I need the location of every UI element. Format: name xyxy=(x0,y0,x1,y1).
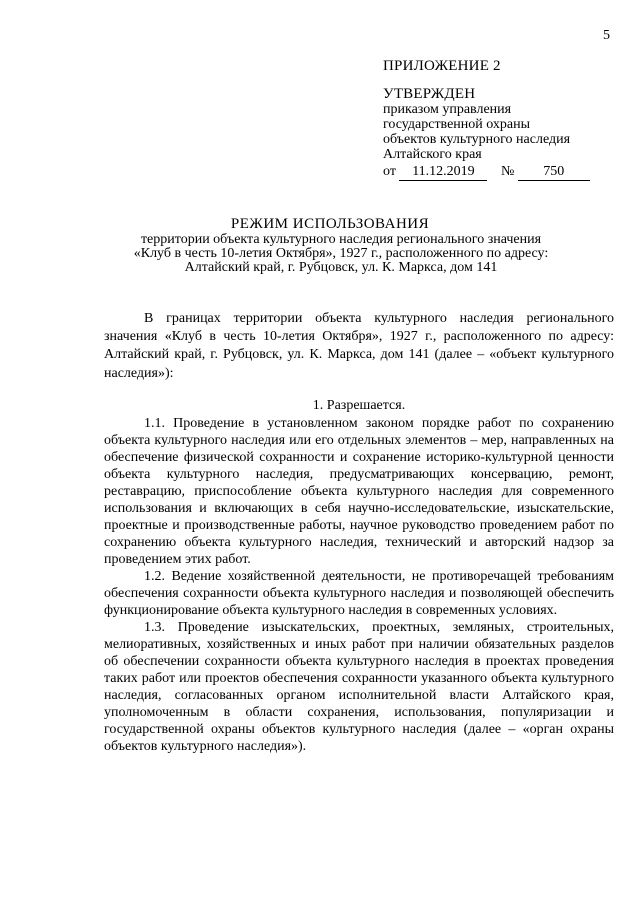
clause-1-3: 1.3. Проведение изыскательских, проектных, земляных, строительных, мелиоративных, хозяйственных и иных работ при наличии обязательных разделов об обеспечении сохранности объекта культурного наследия в проектах проведения таких работ или проектов обеспечения сохранности указанного объекта культурного наследия, согласованных органом исполнительной власти Алтайского края, уполномоченным в области сохранения, использования, популяризации и государственной охраны объектов культурного наследия (далее – «орган охраны объектов культурного наследия»). xyxy=(104,620,614,755)
approval-date: 11.12.2019 xyxy=(399,164,487,181)
clause-1-1: 1.1. Проведение в установленном законом порядке работ по сохранению объекта культурного наследия или его отдельных элементов – мер, направленных на обеспечение физической сохранности и сохранение историко-культурной ценности объекта культурного наследия, предусматривающих консервацию, ремонт, реставрацию, приспособление объекта культурного наследия для современного использования и включающих в себя научно-исследовательские, изыскательские, проектные и производственные работы, научное руководство проведением работ по сохранению объекта культурного наследия, технический и авторский надзор за проведением этих работ. xyxy=(104,416,614,568)
heading-line: Алтайский край, г. Рубцовск, ул. К. Маркса, дом 141 xyxy=(184,260,498,275)
approval-number: 750 xyxy=(518,164,590,181)
clause-1-2: 1.2. Ведение хозяйственной деятельности, не противоречащей требованиям обеспечения сохранности объекта культурного наследия и позволяющей обеспечить функционирование объекта культурного наследия в современных условиях. xyxy=(104,569,614,619)
document-title: РЕЖИМ ИСПОЛЬЗОВАНИЯ xyxy=(230,216,430,232)
document-heading xyxy=(0,216,640,275)
heading-line: территории объекта культурного наследия регионального значения xyxy=(140,232,542,247)
number-sign: № xyxy=(500,164,515,179)
approval-line: объектов культурного наследия xyxy=(383,132,571,147)
date-prefix: от xyxy=(383,164,396,179)
approval-date-row xyxy=(383,164,633,181)
appendix-label: ПРИЛОЖЕНИЕ 2 xyxy=(383,58,501,74)
section-title: 1. Разрешается. xyxy=(312,397,406,413)
intro-paragraph: В границах территории объекта культурного наследия регионального значения «Клуб в честь 10-летия Октября», 1927 г., расположенного по адресу: Алтайский край, г. Рубцовск, ул. К. Маркса, дом 141 (далее – «объект культурного наследия»): xyxy=(104,311,614,381)
document-body xyxy=(104,310,614,755)
approval-block xyxy=(383,58,633,181)
approved-label: УТВЕРЖДЕН xyxy=(383,86,476,102)
approval-line: приказом управления xyxy=(383,102,512,117)
approval-line: государственной охраны xyxy=(383,117,531,132)
heading-line: «Клуб в честь 10-летия Октября», 1927 г., расположенного по адресу: xyxy=(133,246,549,261)
approval-line: Алтайского края xyxy=(383,147,482,162)
page-number: 5 xyxy=(603,28,610,43)
